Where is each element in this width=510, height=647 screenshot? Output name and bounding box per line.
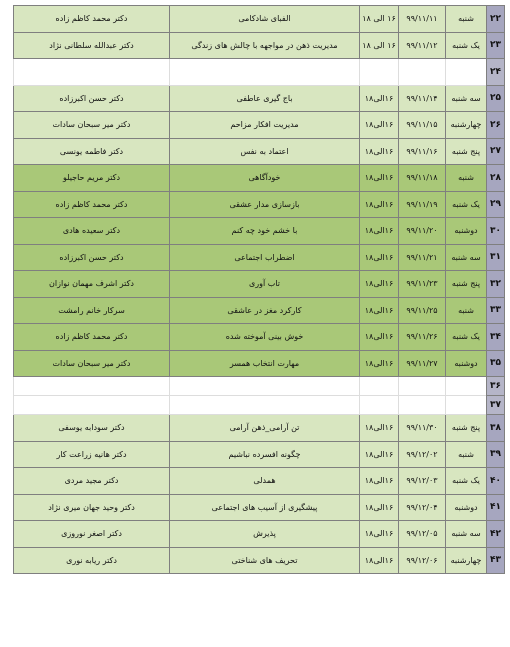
topic-cell: مهارت انتخاب همسر (170, 350, 360, 377)
time-cell: ۱۶الی۱۸ (360, 297, 399, 324)
day-cell: سه شنبه (446, 521, 487, 548)
topic-cell: تاب آوری (170, 271, 360, 298)
topic-cell: اعتماد به نفس (170, 138, 360, 165)
table-row (14, 521, 505, 548)
table-row (14, 350, 505, 377)
table-row (14, 6, 505, 33)
topic-cell: بازسازی مدار عشقی (170, 191, 360, 218)
row-number: ۲۹ (487, 191, 505, 218)
date-cell: ۹۹/۱۱/۲۱ (399, 244, 446, 271)
teacher-cell: دکتر محمد کاظم زاده (14, 6, 170, 33)
topic-cell (170, 59, 360, 86)
date-cell: ۹۹/۱۱/۱۸ (399, 165, 446, 192)
table-row (14, 165, 505, 192)
teacher-cell: سرکار خانم رامشت (14, 297, 170, 324)
row-number: ۳۳ (487, 297, 505, 324)
day-cell (446, 377, 487, 396)
row-number: ۲۶ (487, 112, 505, 139)
time-cell: ۱۶الی۱۸ (360, 521, 399, 548)
row-number: ۳۶ (487, 377, 505, 396)
table-row (14, 59, 505, 86)
day-cell: چهارشنبه (446, 547, 487, 574)
topic-cell: تحریف های شناختی (170, 547, 360, 574)
time-cell: ۱۶الی۱۸ (360, 494, 399, 521)
table-row (14, 441, 505, 468)
day-cell: شنبه (446, 6, 487, 33)
topic-cell: پیشگیری از آسیب های اجتماعی (170, 494, 360, 521)
time-cell: ۱۶الی۱۸ (360, 547, 399, 574)
row-number: ۲۴ (487, 59, 505, 86)
date-cell: ۹۹/۱۱/۲۶ (399, 324, 446, 351)
teacher-cell: دکتر حسن اکبرزاده (14, 244, 170, 271)
date-cell: ۹۹/۱۲/۰۶ (399, 547, 446, 574)
topic-cell: خوش بینی آموخته شده (170, 324, 360, 351)
table-row (14, 271, 505, 298)
time-cell: ۱۶الی۱۸ (360, 244, 399, 271)
time-cell: ۱۶الی۱۸ (360, 441, 399, 468)
row-number: ۳۹ (487, 441, 505, 468)
date-cell (399, 396, 446, 415)
teacher-cell: دکتر میر سبحان سادات (14, 112, 170, 139)
date-cell: ۹۹/۱۱/۱۵ (399, 112, 446, 139)
date-cell: ۹۹/۱۱/۱۶ (399, 138, 446, 165)
date-cell: ۹۹/۱۱/۱۲ (399, 32, 446, 59)
time-cell: ۱۶الی۱۸ (360, 324, 399, 351)
topic-cell: پذیرش (170, 521, 360, 548)
row-number: ۴۲ (487, 521, 505, 548)
time-cell: ۱۶الی۱۸ (360, 191, 399, 218)
row-number: ۲۲ (487, 6, 505, 33)
date-cell: ۹۹/۱۲/۰۵ (399, 521, 446, 548)
day-cell: یک شنبه (446, 191, 487, 218)
table-row (14, 468, 505, 495)
schedule-body (14, 6, 505, 574)
teacher-cell: دکتر عبدالله سلطانی نژاد (14, 32, 170, 59)
teacher-cell: دکتر سودابه یوسفی (14, 415, 170, 442)
topic-cell: الفبای شادکامی (170, 6, 360, 33)
time-cell: ۱۶ الی ۱۸ (360, 32, 399, 59)
teacher-cell: دکتر میر سبحان سادات (14, 350, 170, 377)
table-row (14, 396, 505, 415)
day-cell: شنبه (446, 441, 487, 468)
date-cell (399, 59, 446, 86)
time-cell (360, 59, 399, 86)
time-cell: ۱۶الی۱۸ (360, 85, 399, 112)
teacher-cell: دکتر مریم حاجیلو (14, 165, 170, 192)
table-row (14, 377, 505, 396)
day-cell: پنج شنبه (446, 271, 487, 298)
time-cell (360, 396, 399, 415)
teacher-cell (14, 396, 170, 415)
day-cell: یک شنبه (446, 324, 487, 351)
time-cell: ۱۶الی۱۸ (360, 415, 399, 442)
day-cell: دوشنبه (446, 350, 487, 377)
table-row (14, 32, 505, 59)
date-cell: ۹۹/۱۲/۰۳ (399, 468, 446, 495)
topic-cell (170, 377, 360, 396)
date-cell: ۹۹/۱۲/۰۴ (399, 494, 446, 521)
time-cell: ۱۶الی۱۸ (360, 138, 399, 165)
date-cell: ۹۹/۱۱/۱۱ (399, 6, 446, 33)
table-row (14, 112, 505, 139)
date-cell (399, 377, 446, 396)
topic-cell: چگونه افسرده نباشیم (170, 441, 360, 468)
schedule-table (13, 5, 505, 574)
day-cell (446, 59, 487, 86)
teacher-cell: دکتر فاطمه یونسی (14, 138, 170, 165)
day-cell (446, 396, 487, 415)
teacher-cell (14, 377, 170, 396)
row-number: ۳۰ (487, 218, 505, 245)
row-number: ۲۷ (487, 138, 505, 165)
date-cell: ۹۹/۱۱/۲۳ (399, 271, 446, 298)
day-cell: پنج شنبه (446, 415, 487, 442)
topic-cell: همدلی (170, 468, 360, 495)
row-number: ۲۸ (487, 165, 505, 192)
table-row (14, 244, 505, 271)
row-number: ۳۸ (487, 415, 505, 442)
day-cell: دوشنبه (446, 218, 487, 245)
date-cell: ۹۹/۱۱/۱۹ (399, 191, 446, 218)
time-cell: ۱۶الی۱۸ (360, 271, 399, 298)
time-cell (360, 377, 399, 396)
time-cell: ۱۶ الی ۱۸ (360, 6, 399, 33)
topic-cell: کارکرد مغز در عاشقی (170, 297, 360, 324)
topic-cell: باج گیری عاطفی (170, 85, 360, 112)
table-row (14, 415, 505, 442)
day-cell: شنبه (446, 297, 487, 324)
time-cell: ۱۶الی۱۸ (360, 112, 399, 139)
teacher-cell: دکتر اصغر نوروزی (14, 521, 170, 548)
teacher-cell: دکتر هانیه زراعت کار (14, 441, 170, 468)
table-row (14, 324, 505, 351)
teacher-cell (14, 59, 170, 86)
day-cell: دوشنبه (446, 494, 487, 521)
row-number: ۴۱ (487, 494, 505, 521)
teacher-cell: دکتر محمد کاظم زاده (14, 191, 170, 218)
day-cell: سه شنبه (446, 244, 487, 271)
topic-cell: مدیریت افکار مزاحم (170, 112, 360, 139)
time-cell: ۱۶الی۱۸ (360, 468, 399, 495)
row-number: ۴۳ (487, 547, 505, 574)
topic-cell (170, 396, 360, 415)
topic-cell: خودآگاهی (170, 165, 360, 192)
day-cell: پنج شنبه (446, 138, 487, 165)
day-cell: چهارشنبه (446, 112, 487, 139)
time-cell: ۱۶الی۱۸ (360, 218, 399, 245)
date-cell: ۹۹/۱۱/۲۷ (399, 350, 446, 377)
row-number: ۳۲ (487, 271, 505, 298)
row-number: ۲۳ (487, 32, 505, 59)
table-row (14, 138, 505, 165)
topic-cell: با خشم خود چه کنم (170, 218, 360, 245)
day-cell: یک شنبه (446, 32, 487, 59)
teacher-cell: دکتر محمد کاظم زاده (14, 324, 170, 351)
date-cell: ۹۹/۱۱/۲۰ (399, 218, 446, 245)
date-cell: ۹۹/۱۱/۳۰ (399, 415, 446, 442)
date-cell: ۹۹/۱۱/۱۴ (399, 85, 446, 112)
teacher-cell: دکتر وحید جهان میری نژاد (14, 494, 170, 521)
row-number: ۲۵ (487, 85, 505, 112)
table-row (14, 85, 505, 112)
day-cell: سه شنبه (446, 85, 487, 112)
topic-cell: مدیریت ذهن در مواجهه با چالش های زندگی (170, 32, 360, 59)
table-row (14, 494, 505, 521)
teacher-cell: دکتر حسن اکبرزاده (14, 85, 170, 112)
table-row (14, 191, 505, 218)
teacher-cell: دکتر مجید مردی (14, 468, 170, 495)
time-cell: ۱۶الی۱۸ (360, 165, 399, 192)
date-cell: ۹۹/۱۲/۰۲ (399, 441, 446, 468)
teacher-cell: دکتر اشرف مهمان نوازان (14, 271, 170, 298)
topic-cell: اضطراب اجتماعی (170, 244, 360, 271)
row-number: ۳۷ (487, 396, 505, 415)
row-number: ۳۱ (487, 244, 505, 271)
day-cell: شنبه (446, 165, 487, 192)
row-number: ۳۴ (487, 324, 505, 351)
table-row (14, 297, 505, 324)
date-cell: ۹۹/۱۱/۲۵ (399, 297, 446, 324)
row-number: ۴۰ (487, 468, 505, 495)
table-row (14, 547, 505, 574)
topic-cell: تن آرامی_ذهن آرامی (170, 415, 360, 442)
time-cell: ۱۶الی۱۸ (360, 350, 399, 377)
teacher-cell: دکتر سعیده هادی (14, 218, 170, 245)
day-cell: یک شنبه (446, 468, 487, 495)
table-row (14, 218, 505, 245)
teacher-cell: دکتر ریابه نوری (14, 547, 170, 574)
row-number: ۳۵ (487, 350, 505, 377)
